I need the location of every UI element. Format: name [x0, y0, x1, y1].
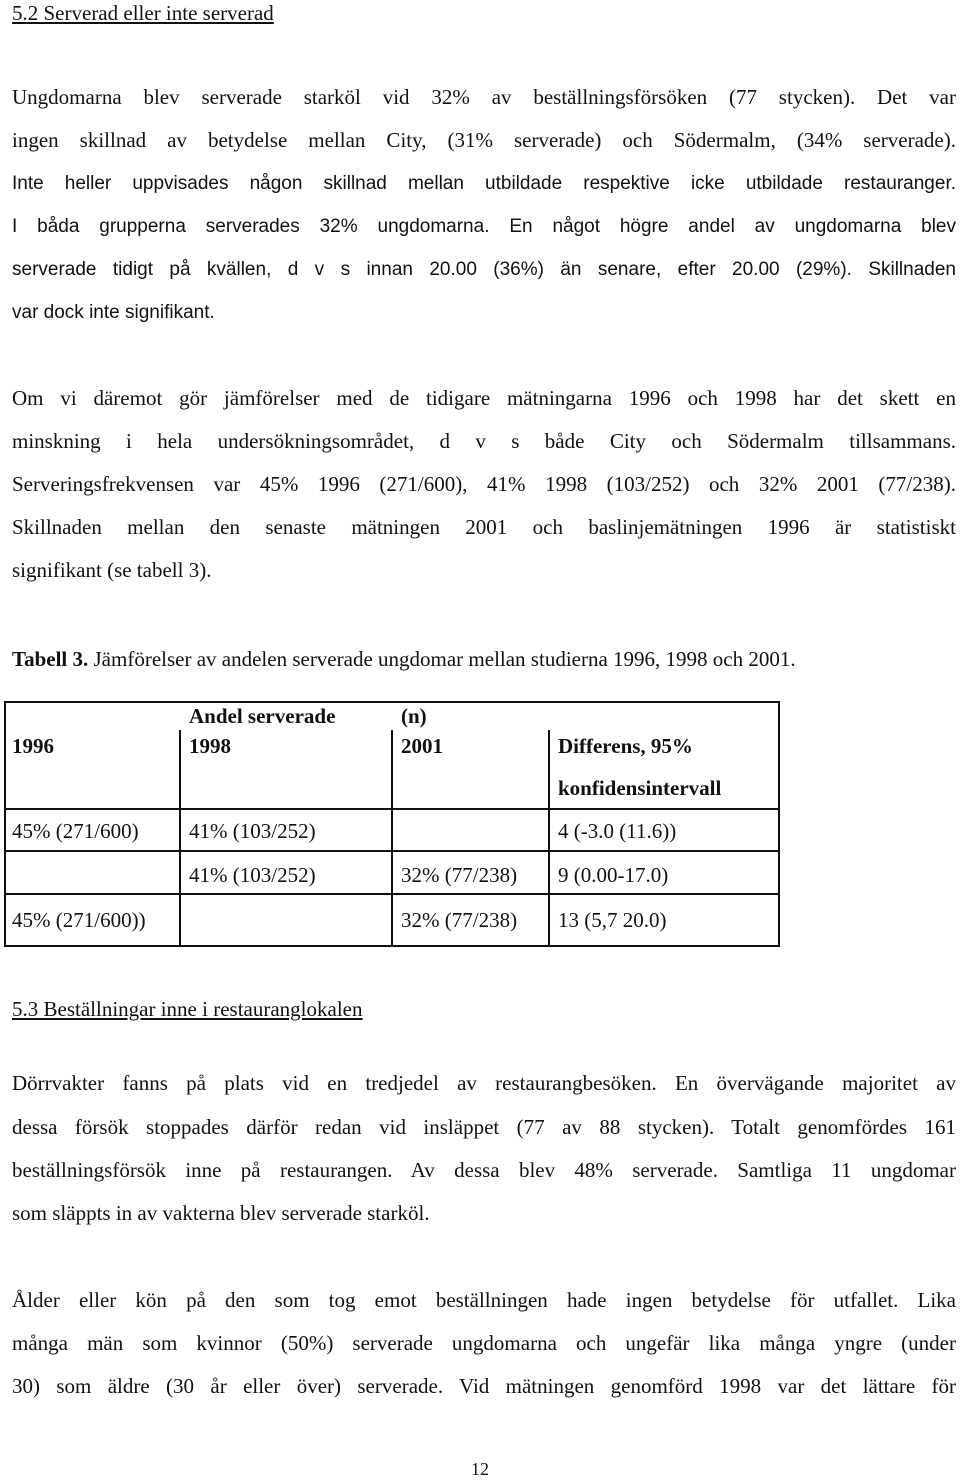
table-rule — [4, 945, 780, 947]
table-rule — [179, 730, 181, 947]
table-cell: 4 (-3.0 (11.6)) — [558, 819, 677, 843]
paragraph-line: Serveringsfrekvensen var 45% 1996 (271/600), 41% 1998 (103/252) och 32% 2001 (77/238). — [12, 472, 956, 496]
table-rule — [4, 893, 780, 895]
paragraph-line: beställningsförsök inne på restaurangen. Av dessa blev 48% serverade. Samtliga 11 ungdomar — [12, 1158, 956, 1182]
table-header-1996: 1996 — [12, 734, 54, 758]
table-rule — [391, 730, 393, 947]
table-caption — [12, 646, 796, 672]
paragraph-line: signifikant (se tabell 3). — [12, 558, 212, 582]
table-caption-text: Jämförelser av andelen serverade ungdomar mellan studierna 1996, 1998 och 2001. — [88, 647, 796, 671]
table-cell: 32% (77/238) — [401, 908, 518, 932]
paragraph-line: var dock inte signifikant. — [12, 302, 215, 323]
table-cell: 13 (5,7 20.0) — [558, 908, 667, 932]
paragraph-line: Om vi däremot gör jämförelser med de tidigare mätningarna 1996 och 1998 har det skett en — [12, 386, 956, 410]
paragraph-line: serverade tidigt på kvällen, d v s innan 20.00 (36%) än senare, efter 20.00 (29%). Skillnaden — [12, 259, 956, 280]
table-header-group: Andel serverade — [189, 704, 336, 728]
table-cell: 32% (77/238) — [401, 863, 518, 887]
paragraph-line: minskning i hela undersökningsområdet, d v s både City och Södermalm tillsammans. — [12, 429, 956, 453]
page-number: 12 — [471, 1459, 489, 1479]
table-cell: 45% (271/600) — [12, 819, 139, 843]
table-rule — [4, 701, 6, 947]
paragraph-line: som släppts in av vakterna blev serverade starköl. — [12, 1201, 430, 1225]
table-cell: 9 (0.00-17.0) — [558, 863, 669, 887]
table-rule — [4, 701, 780, 703]
paragraph-line: ingen skillnad av betydelse mellan City, (31% serverade) och Södermalm, (34% serverade). — [12, 128, 956, 152]
table-rule — [778, 701, 780, 947]
paragraph-line: Inte heller uppvisades någon skillnad mellan utbildade respektive icke utbildade restauranger. — [12, 173, 956, 194]
table-header-2001: 2001 — [401, 734, 443, 758]
table-header-1998: 1998 — [189, 734, 231, 758]
table-header-n: (n) — [401, 704, 427, 728]
paragraph-line: Skillnaden mellan den senaste mätningen 2001 och baslinjemätningen 1996 är statistiskt — [12, 515, 956, 539]
section-heading-5-2: 5.2 Serverad eller inte serverad — [12, 1, 274, 25]
paragraph-line: Dörrvakter fanns på plats vid en tredjedel av restaurangbesöken. En övervägande majoritet av — [12, 1071, 956, 1095]
table-cell: 41% (103/252) — [189, 819, 316, 843]
table-caption-label: Tabell 3. — [12, 647, 89, 671]
table-header-difference-line2: konfidensintervall — [558, 776, 722, 800]
paragraph-line: dessa försök stoppades därför redan vid insläppet (77 av 88 stycken). Totalt genomfördes 161 — [12, 1115, 956, 1139]
paragraph-line: Ålder eller kön på den som tog emot beställningen hade ingen betydelse för utfallet. Lika — [12, 1288, 956, 1312]
paragraph-line: 30) som äldre (30 år eller över) serverade. Vid mätningen genomförd 1998 var det lättare för — [12, 1374, 956, 1398]
paragraph-line: många män som kvinnor (50%) serverade ungdomarna och ungefär lika många yngre (under — [12, 1331, 956, 1355]
table-rule — [4, 808, 780, 810]
table-cell: 45% (271/600)) — [12, 908, 146, 932]
table-cell: 41% (103/252) — [189, 863, 316, 887]
table-header-difference: Differens, 95% — [558, 734, 693, 758]
table-rule — [548, 730, 550, 947]
paragraph-line: Ungdomarna blev serverade starköl vid 32% av beställningsförsöken (77 stycken). Det var — [12, 85, 956, 109]
paragraph-line: I båda grupperna serverades 32% ungdomarna. En något högre andel av ungdomarna blev — [12, 216, 956, 237]
section-heading-5-3: 5.3 Beställningar inne i restauranglokalen — [12, 997, 363, 1021]
table-rule — [4, 850, 780, 852]
